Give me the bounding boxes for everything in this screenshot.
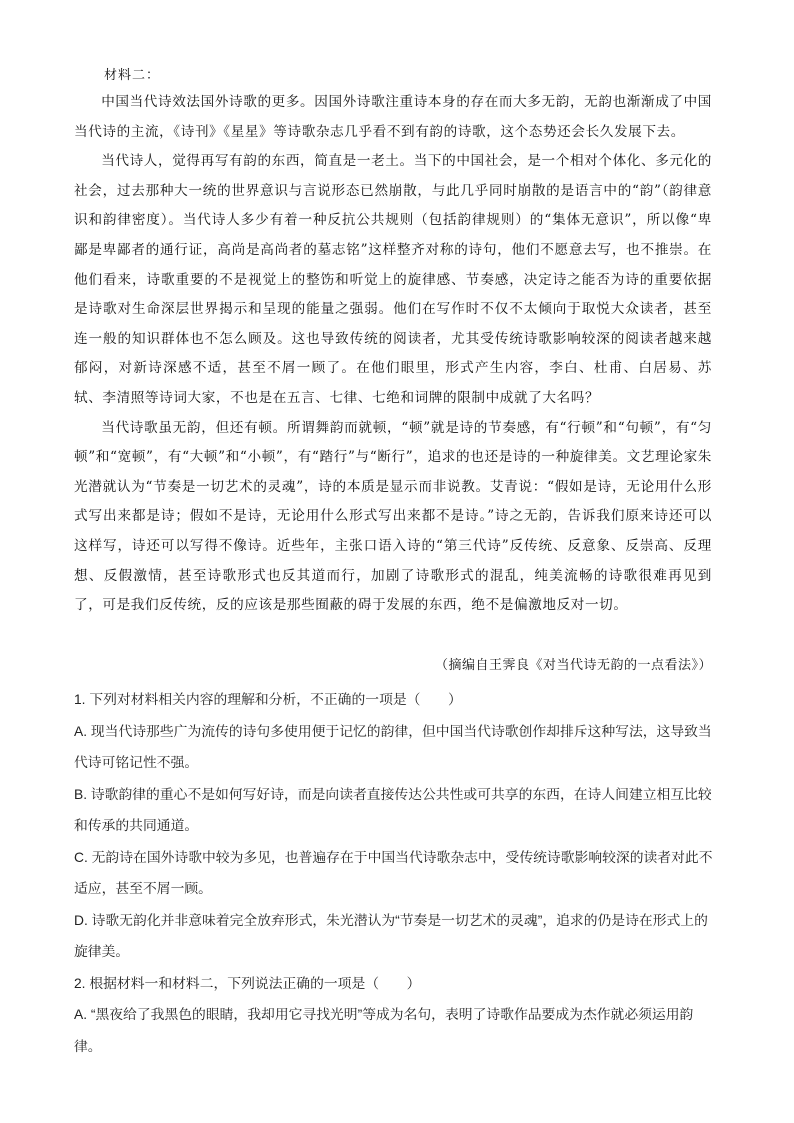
- answer-option-a: A. “黑夜给了我黑色的眼睛，我却用它寻找光明”等成为名句，表明了诗歌作品要成为杰作就必须运用韵律。: [74, 1007, 694, 1054]
- answer-option-d: D. 诗歌无韵化并非意味着完全放弃形式，朱光潜认为“节奏是一切艺术的灵魂”，追求的仍是诗在形式上的旋律美。: [74, 912, 708, 959]
- passage-paragraph: 当代诗歌虽无韵，但还有顿。所谓舞韵而就顿，“顿”就是诗的节奏感，有“行顿”和“句顿”，有“匀顿”和“宽顿”，有“大顿”和“小顿”，有“踏行”与“断行”，追求的也还是诗的一种旋律美。文艺理论家朱光潜就认为“节奏是一切艺术的灵魂”，诗的本质是显示而非说教。艾青说：“假如是诗，无论用什么形式写出来都是诗；假如不是诗，无论用什么形式写出来都不是诗。”诗之无韵，告诉我们原来诗还可以这样写，诗还可以写得不像诗。近些年，主张口语入诗的“第三代诗”反传统、反意象、反崇高、反理想、反假激情，甚至诗歌形式也反其道而行，加剧了诗歌形式的混乱，纯美流畅的诗歌很难再见到了，可是我们反传统，反的应该是那些囿蔽的碍于发展的东西，绝不是偏激地反对一切。: [74, 419, 712, 614]
- question-2: [74, 968, 714, 1063]
- answer-option-c: C. 无韵诗在国外诗歌中较为多见，也普遍存在于中国当代诗歌杂志中，受传统诗歌影响较深的读者对此不适应，甚至不屑一顾。: [74, 849, 713, 896]
- questions-section: [74, 684, 714, 1062]
- question-1: [74, 684, 714, 968]
- passage-citation: （摘编自王霁良《对当代诗无韵的一点看法》）: [434, 658, 712, 673]
- passage-paragraph: 中国当代诗效法国外诗歌的更多。因国外诗歌注重诗本身的存在而大多无韵，无韵也渐渐成了中国当代诗的主流，《诗刊》《星星》等诗歌杂志几乎看不到有韵的诗歌，这个态势还会长久发展下去。: [74, 94, 712, 140]
- passage-paragraph: 当代诗人，觉得再写有韵的东西，简直是一老土。当下的中国社会，是一个相对个体化、多元化的社会，过去那种大一统的世界意识与言说形态已然崩散，与此几乎同时崩散的是语言中的“韵”（韵律意识和韵律密度）。当代诗人多少有着一种反抗公共规则（包括韵律规则）的“集体无意识”，所以像“卑鄙是卑鄙者的通行证，高尚是高尚者的墓志铭”这样整齐对称的诗句，他们不愿意去写，也不推崇。在他们看来，诗歌重要的不是视觉上的整饬和听觉上的旋律感、节奏感，决定诗之能否为诗的重要依据是诗歌对生命深层世界揭示和呈现的能量之强弱。他们在写作时不仅不太倾向于取悦大众读者，甚至连一般的知识群体也不怎么顾及。这也导致传统的阅读者，尤其受传统诗歌影响较深的阅读者越来越郁闷，对新诗深感不适，甚至不屑一顾了。在他们眼里，形式产生内容，李白、杜甫、白居易、苏轼、李清照等诗词大家，不也是在五言、七律、七绝和词牌的限制中成就了大名吗？: [74, 153, 712, 406]
- answer-option-b: B. 诗歌韵律的重心不是如何写好诗，而是向读者直接传达公共性或可共享的东西，在诗人间建立相互比较和传承的共同通道。: [74, 786, 712, 833]
- question-stem: 1. 下列对材料相关内容的理解和分析，不正确的一项是（ ）: [74, 692, 462, 707]
- material-passage: [74, 88, 712, 621]
- material-label: 材料二：: [104, 68, 161, 83]
- question-stem: 2. 根据材料一和材料二，下列说法正确的一项是（ ）: [74, 975, 421, 991]
- answer-option-a: A. 现当代诗那些广为流传的诗句多使用便于记忆的韵律，但中国当代诗歌创作却排斥这种写法，这导致当代诗可铭记性不强。: [74, 723, 712, 770]
